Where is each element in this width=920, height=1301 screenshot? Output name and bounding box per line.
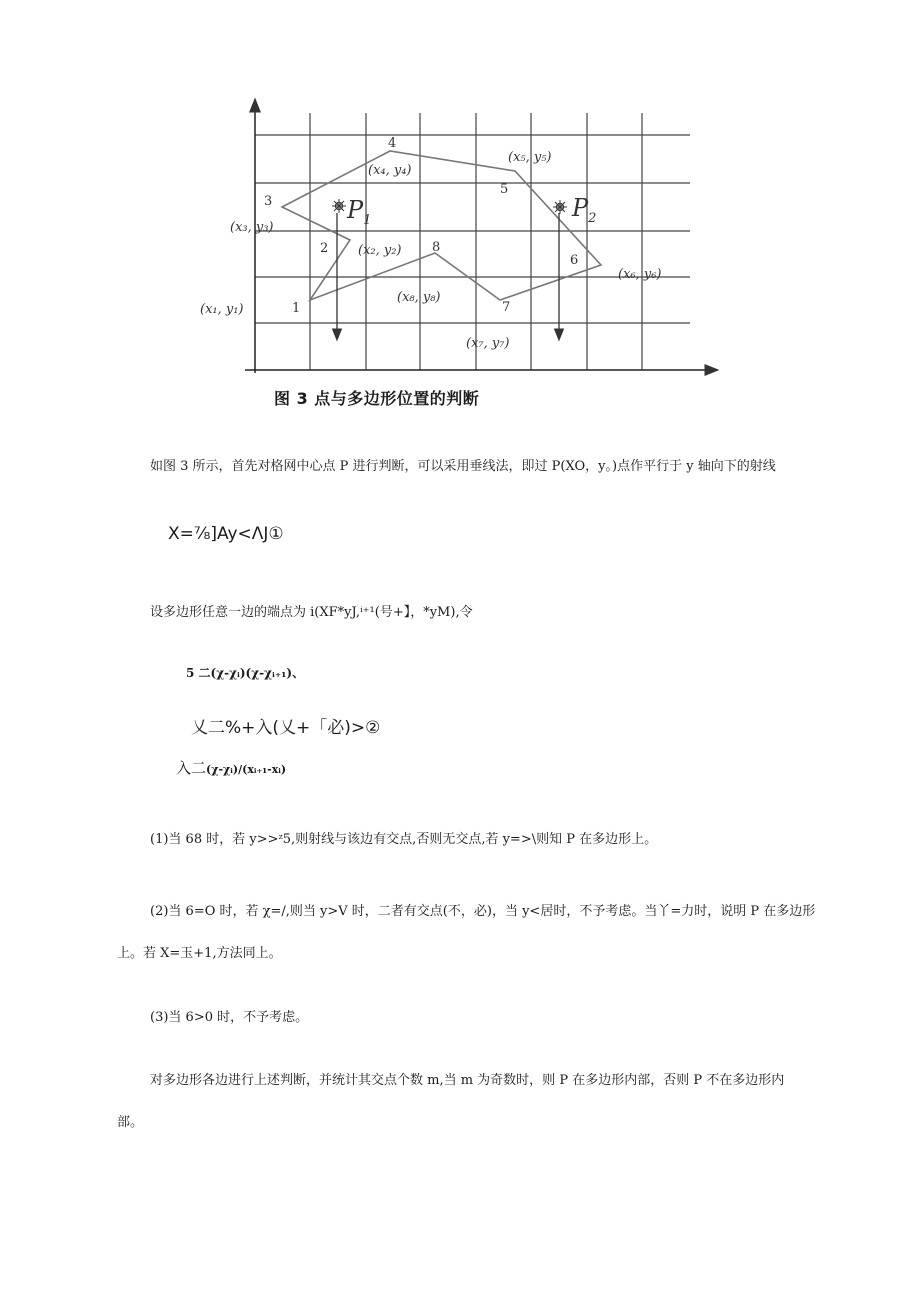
case-1: (1)当 68 时，若 y>>ᶻ5,则射线与该边有交点,否则无交点,若 y=>\则知 P 在多边形上。 <box>150 832 658 847</box>
equation-2: 乂二%+入(乂+「必)>② <box>191 718 381 738</box>
vertex-label-4: (x₄, y₄) <box>368 163 412 178</box>
figure-caption: 图 3 点与多边形位置的判断 <box>274 389 480 408</box>
polygon-grid-figure <box>190 95 730 390</box>
equation-s: 5 二(χ-χᵢ)(χ-χᵢ₊₁)、 <box>186 666 305 680</box>
vertex-label-6: (x₆, y₆) <box>618 267 662 282</box>
vertex-number: 4 <box>388 136 397 151</box>
conclusion-line-2: 部。 <box>117 1115 144 1130</box>
vertex-label-7: (x₇, y₇) <box>466 336 510 351</box>
point-p2-label: $P_2$ <box>572 194 597 226</box>
point-p1-icon <box>332 199 346 213</box>
vertex-number: 3 <box>264 194 273 209</box>
intro-paragraph: 如图 3 所示，首先对格网中心点 P 进行判断，可以采用垂线法，即过 P(XO，y。)点作平行于 y 轴向下的射线 <box>150 459 776 474</box>
vertex-number: 5 <box>500 182 509 197</box>
vertex-number: 1 <box>292 301 301 316</box>
vertex-label-3: (x₃, y₃) <box>230 220 274 235</box>
equation-1: X=⅞]Ay<ΛJ① <box>168 524 284 544</box>
conclusion-line-1: 对多边形各边进行上述判断，并统计其交点个数 m,当 m 为奇数时，则 P 在多边形内部，否则 P 不在多边形内 <box>150 1073 785 1088</box>
vertex-label-1: (x₁, y₁) <box>200 302 244 317</box>
point-p2-icon <box>553 200 567 214</box>
vertex-number: 2 <box>320 241 329 256</box>
polygon-outline <box>282 151 601 300</box>
vertex-label-5: (x₅, y₅) <box>508 150 552 165</box>
point-p1-label: $P_1$ <box>347 196 372 228</box>
vertex-number: 6 <box>570 253 579 268</box>
equation-lambda-main: 入二 <box>176 759 207 777</box>
vertex-label-2: (x₂, y₂) <box>358 243 402 258</box>
endpoint-paragraph: 设多边形任意一边的端点为 i(XF*yJ,ⁱ⁺¹(号+】，*yM),令 <box>150 605 473 620</box>
case-2-line-2: 上。若 X=玉+1,方法同上。 <box>117 946 282 961</box>
case-3: (3)当 6>0 时，不予考虑。 <box>150 1010 309 1025</box>
equation-lambda-fraction: (χ-χᵢ)/(xᵢ₊₁-xᵢ) <box>206 763 287 776</box>
vertex-label-8: (x₈, y₈) <box>397 290 441 305</box>
vertex-number: 8 <box>432 240 441 255</box>
case-2-line-1: (2)当 6=O 时，若 χ=/,则当 y>V 时，二者有交点(不，必)，当 y<居时，不予考虑。当丫=力时，说明 P 在多边形 <box>150 904 816 919</box>
vertex-number: 7 <box>502 300 511 315</box>
equation-lambda <box>176 757 286 778</box>
